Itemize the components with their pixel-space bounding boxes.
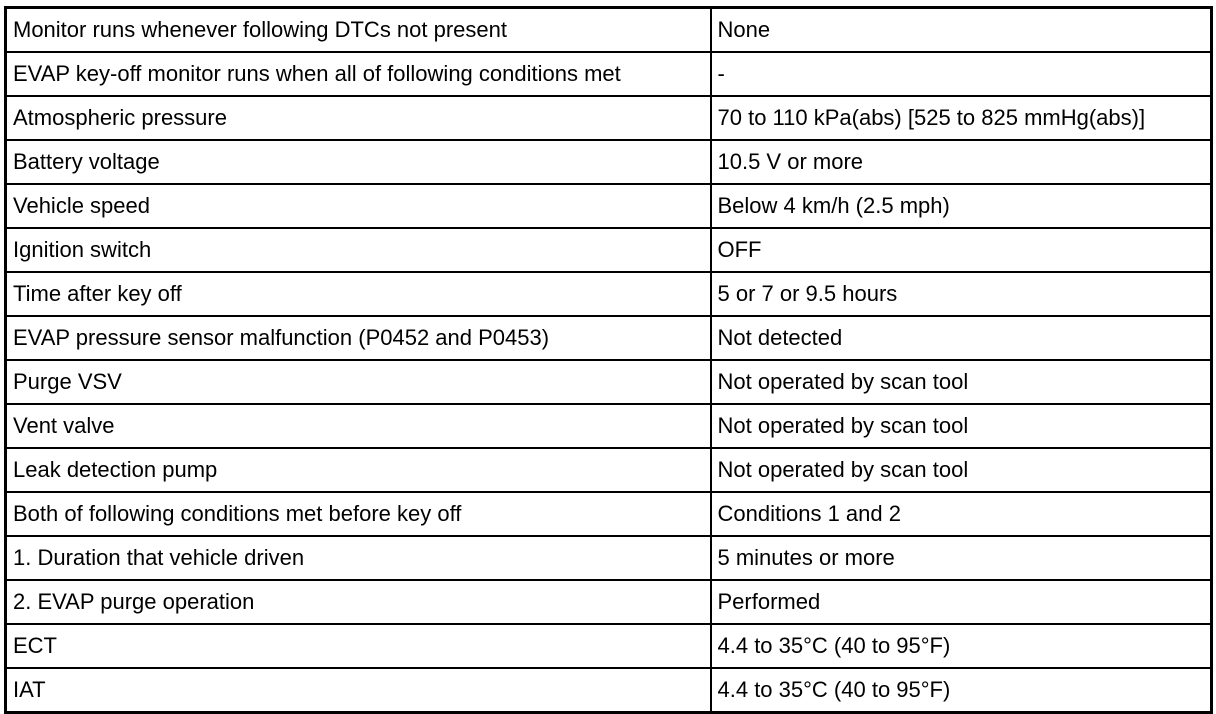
value-cell: Not operated by scan tool (711, 404, 1212, 448)
condition-cell: 1. Duration that vehicle driven (6, 536, 711, 580)
value-cell: 5 or 7 or 9.5 hours (711, 272, 1212, 316)
table-row (6, 228, 1212, 272)
value-cell: 10.5 V or more (711, 140, 1212, 184)
table-row (6, 272, 1212, 316)
condition-cell: Time after key off (6, 272, 711, 316)
condition-cell: Purge VSV (6, 360, 711, 404)
table-row (6, 624, 1212, 668)
value-cell: Below 4 km/h (2.5 mph) (711, 184, 1212, 228)
condition-cell: Both of following conditions met before key off (6, 492, 711, 536)
table-row (6, 536, 1212, 580)
value-cell: Not operated by scan tool (711, 448, 1212, 492)
value-cell: 4.4 to 35°C (40 to 95°F) (711, 624, 1212, 668)
table-row (6, 8, 1212, 53)
table-row (6, 360, 1212, 404)
table-row (6, 140, 1212, 184)
value-cell: Conditions 1 and 2 (711, 492, 1212, 536)
table-row (6, 492, 1212, 536)
table-row (6, 448, 1212, 492)
condition-cell: Atmospheric pressure (6, 96, 711, 140)
value-cell: Not detected (711, 316, 1212, 360)
value-cell: Performed (711, 580, 1212, 624)
table-row (6, 52, 1212, 96)
condition-cell: Vehicle speed (6, 184, 711, 228)
table-row (6, 404, 1212, 448)
condition-cell: 2. EVAP purge operation (6, 580, 711, 624)
value-cell: 4.4 to 35°C (40 to 95°F) (711, 668, 1212, 713)
table-row (6, 580, 1212, 624)
value-cell: None (711, 8, 1212, 53)
monitor-conditions-table (4, 6, 1213, 714)
value-cell: Not operated by scan tool (711, 360, 1212, 404)
condition-cell: EVAP pressure sensor malfunction (P0452 and P0453) (6, 316, 711, 360)
document-page (4, 6, 1210, 702)
condition-cell: ECT (6, 624, 711, 668)
table-row (6, 184, 1212, 228)
condition-cell: Battery voltage (6, 140, 711, 184)
value-cell: - (711, 52, 1212, 96)
value-cell: 70 to 110 kPa(abs) [525 to 825 mmHg(abs)] (711, 96, 1212, 140)
table-row (6, 316, 1212, 360)
table-row (6, 96, 1212, 140)
table-row (6, 668, 1212, 713)
value-cell: 5 minutes or more (711, 536, 1212, 580)
condition-cell: Monitor runs whenever following DTCs not present (6, 8, 711, 53)
value-cell: OFF (711, 228, 1212, 272)
condition-cell: IAT (6, 668, 711, 713)
condition-cell: Vent valve (6, 404, 711, 448)
condition-cell: EVAP key-off monitor runs when all of following conditions met (6, 52, 711, 96)
condition-cell: Leak detection pump (6, 448, 711, 492)
condition-cell: Ignition switch (6, 228, 711, 272)
